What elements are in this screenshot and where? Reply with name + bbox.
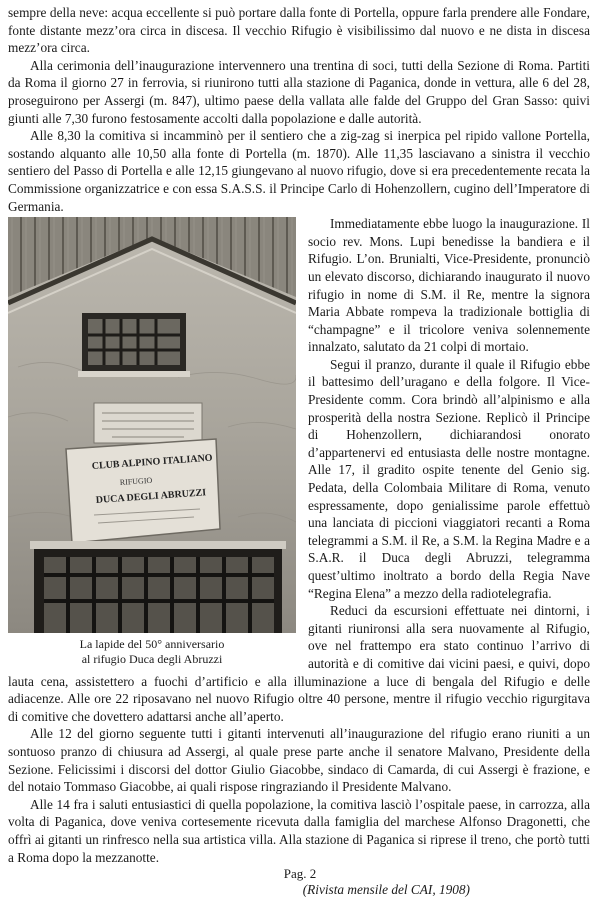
photo-figure xyxy=(8,217,296,667)
caption-line-1: La lapide del 50° anniversario xyxy=(79,637,225,652)
paragraph-continued: sempre della neve: acqua eccellente si può portare dalla fonte di Portella, oppure farla prendere alle Fondare, fonte distante mezz’ora circa in discesa. Il vecchio Rifugio è visibilissimo dal nuovo e ne dista in discesa mezz’ora circa. xyxy=(8,5,590,56)
page-number: Pag. 2 xyxy=(283,866,317,881)
photo-caption xyxy=(8,637,296,667)
paragraph-lunch: Segui il pranzo, durante il quale il Rifugio ebbe il battesimo dell’uragano e della folgore. Il Vice-Presidente comm. Cora brindò all’alpinismo e alla prosperità della nostra Sezione. Replicò il Principe di Hohenzollern, dichiarandosi onorato d’appartenervi ed entusiasta delle nostre montagne. Alle 17, il gradito ospite tenente del Genio sig. Pedata, della Colombaia Militare di Roma, venuto espressamente, dopo genialissime parole effettuò una lanciata di piccioni viaggiatori recanti a Roma telegrammi a S.M. il Re, a S.M. la Regina Madre e a S.A.R. il Duca degli Abruzzi, telegramma quest’ultimo inoltrato a bordo della Regia Nave “Regina Elena” a mezzo della radiotelegrafia. xyxy=(308,356,590,601)
refuge-photo xyxy=(8,217,296,633)
plaque-line-2: RIFUGIO xyxy=(119,475,153,488)
paragraph-return: Alle 14 fra i saluti entusiastici di quella popolazione, la comitiva lasciò l’ospitale paese, in carrozza, alla volta di Paganica, dove veniva cortesemente ricevuta dalla famiglia del marchese Alfonso Dragonetti, che offrì ai gitanti un rinfresco nella sua artistica villa. Alla stazione di Paganica si riprese il treno, che portò tutti a Roma dopo la mezzanotte. xyxy=(8,796,590,865)
source-citation: (Rivista mensile del CAI, 1908) xyxy=(302,882,470,898)
plaque-line-1: CLUB ALPINO ITALIANO xyxy=(91,452,213,473)
refuge-photo-drawing xyxy=(8,217,296,633)
paragraph-inauguration: Immediatamente ebbe luogo la inaugurazione. Il socio rev. Mons. Lupi benedisse la bandiera e il Rifugio. L’on. Brunialti, Vice-Presidente, pronunciò un elevato discorso, dichiarando inaugurato il nuovo rifugio in nome di S.M. il Re, mentre la signora Maria Abbate rompeva la tradizionale bottiglia di “champagne” e il tricolore veniva solennemente innalzato, salutato da 21 colpi di mortaio. xyxy=(308,216,590,355)
paragraph-ascent: Alle 8,30 la comitiva si incamminò per il sentiero che a zig-zag si inerpica pel ripido vallone Portella, sostando alquanto alle 10,50 alla fonte di Portella (m. 1870). Alle 11,35 lasciavano a sinistra il vecchio sentiero del Passo di Portella e alle 12,15 giungevano al nuovo rifugio, dove si era precedentemente recata la Commissione organizzatrice e con essa S.A.S.S. il Principe Carlo di Hohenzollern, cugino dell’Imperatore di Germania. xyxy=(8,128,590,214)
caption-line-2: al rifugio Duca degli Abruzzi xyxy=(81,652,223,667)
paragraph-ceremony: Alla cerimonia dell’inaugurazione intervennero una trentina di soci, tutti della Sezione di Roma. Partiti da Roma il giorno 27 in ferrovia, si riunirono tutti alla stazione di Paganica, donde in vettura, alle 6 del 28, proseguirono per Assergi (m. 847), ultimo paese della vallata alle falde del Gruppo del Gran Sasso: quivi giunti alle 7,30 furono festosamente accolti dalla popolazione e dalle autorità. xyxy=(8,57,590,126)
paragraph-closing-lunch: Alle 12 del giorno seguente tutti i gitanti intervenuti all’inaugurazione del rifugio erano riuniti a un sontuoso pranzo di chiusura ad Assergi, al quale prese parte anche il senatore Malvano, Presidente della Sezione. Felicissimi i discorsi del dottor Giulio Giacobbe, sindaco di Camarda, di cui Assergi è frazione, e del notaio Tommaso Giacobbe, ai quali rispose ringraziando il Presidente Malvano. xyxy=(8,726,590,795)
plaque-line-3: DUCA DEGLI ABRUZZI xyxy=(95,487,207,507)
paragraph-evening: Reduci da escursioni effettuate nei dintorni, i gitanti riunironsi alla sera nuovamente al Rifugio, ove nel frattempo era stato continuo l’arrivo di autorità e di comitive dai vicini paesi, e quivi, dopo lauta cena, assistettero a fuochi d’artificio e alla illuminazione a luce di bengala del Rifugio e delle adiacenze. Alle ore 22 riposavano nel nuovo Rifugio oltre 40 persone, mentre il rifugio vecchio rigurgitava di comitive che dovettero adattarsi anche all’aperto. xyxy=(8,603,590,724)
